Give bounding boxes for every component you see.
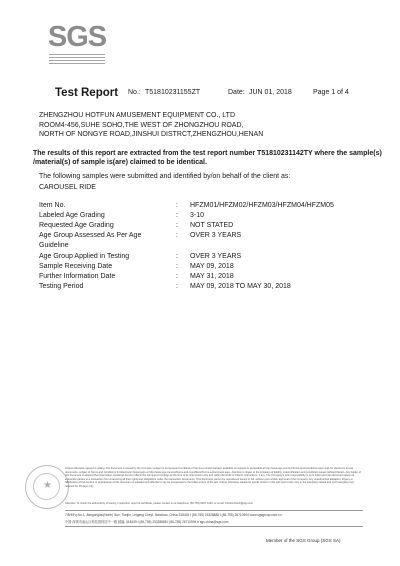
sample-name: CAROUSEL RIDE (39, 184, 96, 191)
member-of-sgs-group: Member of the SGS Group (SGS SA) (266, 538, 341, 543)
field-colon: : (176, 253, 178, 260)
field-value-testing-period: MAY 09, 2018 TO MAY 30, 2018 (190, 283, 291, 290)
report-date: JUN 01, 2018 (249, 89, 292, 96)
client-address-line1: ROOM4-456,SUHE SOHO,THE WEST OF ZHONGZHOU ROAD, (39, 122, 244, 129)
field-label-testing-period: Testing Period (39, 283, 84, 290)
logo-stripes (49, 54, 105, 66)
report-number: T51810231155ZT (145, 89, 201, 96)
footer-address-line1: 7/8/9/Fq No.1, Jiangonglou(North) Sun, Tianjin, Leigang Cheyt, Nanchao, China 518435 t (86-755) 25328888 f (86-755) 26710594 www.sgsgroup.com.cn (65, 513, 282, 517)
field-label-requested-age: Requested Age Grading (39, 222, 114, 229)
field-colon: : (176, 222, 178, 229)
field-value-requested-age: NOT STATED (190, 222, 234, 229)
star-icon: ★ (43, 480, 52, 491)
field-label-receiving-date: Sample Receiving Date (39, 263, 113, 270)
company-seal (25, 465, 69, 509)
field-value-age-applied: OVER 3 YEARS (190, 253, 242, 260)
client-address-line2: NORTH OF NONGYE ROAD,JINSHUI DISTRCT,ZHENGZHOU,HENAN (39, 131, 264, 138)
field-label-age-applied: Age Group Applied in Testing (39, 253, 130, 260)
field-label-age-assessed: Age Group Assessed As Per Age (39, 232, 142, 239)
sgs-logo (47, 20, 107, 66)
field-colon: : (176, 232, 178, 239)
notice-line1: The results of this report are extracted from the test report number T51810231142TY where the sample(s) (33, 150, 382, 157)
seal-inner-ring (33, 473, 60, 500)
page-number: Page 1 of 4 (313, 89, 349, 96)
footer-divider (65, 526, 363, 527)
field-value-age-assessed: OVER 3 YEARS (190, 232, 242, 239)
authenticity-notice: Attention: To check the authenticity of testing / inspection report & certificate, please contact us at telephone: (86-755) 8307 1443, or email: CN.Doccheck@sgs.com (65, 502, 253, 505)
report-no-label: No.: (128, 89, 141, 96)
report-date-label: Date: (228, 89, 245, 96)
field-colon: : (176, 263, 178, 270)
field-label-further-info-date: Further Information Date (39, 273, 116, 280)
report-title: Test Report (55, 87, 119, 99)
field-value-labeled-age: 3-10 (190, 212, 205, 219)
logo-text: SGS (47, 21, 107, 53)
field-colon: : (176, 202, 178, 209)
footer-address-line2: 中国·深圳市南山区科技园科技中一路 邮编: 518435 t (86-755) 25328888 f (86-755) 26710594 e sgs.china@sgs.com (65, 520, 229, 524)
field-value-item-no: HFZM01/HFZM02/HFZM03/HFZM04/HFZM05 (190, 202, 334, 209)
field-label-labeled-age: Labeled Age Grading (39, 212, 105, 219)
footer-divider (65, 510, 363, 511)
field-colon: : (176, 273, 178, 280)
client-name: ZHENGZHOU HOTFUN AMUSEMENT EQUIPMENT CO., LTD (39, 112, 236, 119)
field-colon: : (176, 212, 178, 219)
field-label-age-assessed-cont: Guideline (39, 242, 69, 249)
field-label-item-no: Item No. (39, 202, 66, 209)
intro-text: The following samples were submitted and identified by/on behalf of the client as: (39, 173, 291, 180)
field-colon: : (176, 283, 178, 290)
field-value-further-info-date: MAY 31, 2018 (190, 273, 234, 280)
field-value-receiving-date: MAY 09, 2018 (190, 263, 234, 270)
terms-fine-print: Unless otherwise agreed in writing, this document is issued by the Company subject to its General Conditions of Service printed overleaf, available on request or accessible at http://www.sgs.com/en/Terms-and-Conditions.aspx and, for electronic format documents, subject to Terms and Conditions for Electronic Documents at http://www.sgs.com/en/Terms-and-Conditions/Terms-e-Document.aspx. Attention is drawn to the limitation of liability, indemnification and jurisdiction issues defined therein. Any holder of this document is advised that information contained hereon reflects the Company's findings at the time of its intervention only and within the limits of Client's instructions, if any. The Company's sole responsibility is to its Client and this document does not exonerate parties to a transaction from exercising all their rights and obligations under the transaction documents. This document cannot be reproduced except in full, without prior written approval of the Company. Any unauthorized alteration, forgery or falsification of the content or appearance of this document is unlawful and offenders may be prosecuted to the fullest extent of the law. Unless otherwise stated the results shown in this test report refer only to the sample(s) tested and such sample(s) are retained for 30 days only. (65, 467, 361, 488)
notice-line2: /material(s) of sample is(are) claimed to be identical. (33, 159, 207, 166)
